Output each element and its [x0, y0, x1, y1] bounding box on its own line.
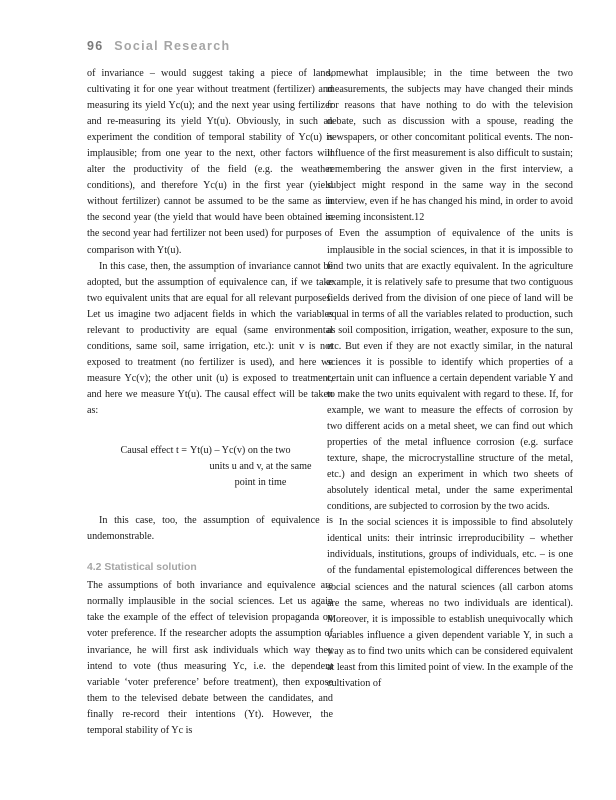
left-paragraph-4: The assumptions of both invariance and equivalence are normally implausible in the social sciences. Let us again take the example of the effect of television propaganda on voter preference. If the researcher adopts the assumption of invariance, he will first ask individuals which way they intend to vote (thus measuring Yc, i.e. the dependent variable ‘voter preference’ before treatment), then expose them to the televised debate between the candidates, and finally re-record their intentions (Yt). However, the temporal stability of Yc is	[87, 580, 333, 736]
equation-continuation-1: units u and v, at the same	[209, 461, 312, 473]
equation-expression: Yt(u) – Yc(v) on the two	[190, 445, 291, 457]
left-paragraph-2: In this case, then, the assumption of invariance cannot be adopted, but the assumption of equivalence can, if we take two equivalent units that are equal for all relevant purposes. Let us imagine two adjacent fields in which the variables relevant to productivity are equal (same environmental conditions, same soil, same irrigation, etc.): unit v is not exposed to treatment (no fertilizer is used), and here we measure Yc(v); the other unit (u) is exposed to treatment, and here we measure Yt(u). The causal effect will be taken as:	[87, 260, 333, 416]
equation-continuation-2: point in time	[234, 477, 287, 489]
running-title: Social Research	[114, 39, 231, 53]
right-paragraph-3: In the social sciences it is impossible to find absolutely identical units: their intrinsic irreproducibility – whether individuals, institutions, groups of individuals, etc. – is one of the fundamental epistemological differences between the social sciences and the natural sciences (all carbon atoms are the same, whereas no two individuals are identical). Moreover, it is impossible to establish unequivocally which variables influence a given dependent variable Y, in such a way as to find two units which can be considered equivalent at least from this limited point of view. In the example of the cultivation of	[327, 517, 573, 689]
running-header	[87, 39, 230, 53]
right-paragraph-1: somewhat implausible; in the time between the two measurements, the subjects may have changed their minds for reasons that have nothing to do with the television debate, such as discussion with a spouse, reading the newspapers, or other concomitant political events. The non-influence of the first measurement is also difficult to sustain; remembering the answer given in the first interview, a subject might respond in the same way in the second interview, even if he has changed his mind, in order to avoid seeming inconsistent.12	[327, 68, 573, 224]
left-paragraph-3: In this case, too, the assumption of equivalence is undemonstrable.	[87, 515, 333, 543]
left-paragraph-1: of invariance – would suggest taking a piece of land, cultivating it for one year without treatment (fertilizer) and measuring its yield Yc(u); and the next year using fertilizer and re-measuring its yield Yt(u). Obviously, in such an experiment the condition of temporal stability of Yc(u) is implausible; from one year to the next, other factors will alter the productivity of the field (e.g. the weather conditions), and therefore Yc(u) in the first year (yield without fertilizer) cannot be assumed to be the same as in the second year (the yield that would have been obtained in the second year had fertilizer not been used) for purposes of comparison with Yt(u).	[87, 68, 333, 256]
left-column	[87, 66, 333, 739]
right-paragraph-2: Even the assumption of equivalence of the units is implausible in the social sciences, in that it is impossible to find two units that are exactly equivalent. In the agriculture example, it is relatively safe to presume that two contiguous fields derived from the division of one piece of land will be equal in terms of all the variables related to production, such as soil composition, irrigation, weather, exposure to the sun, etc. But even if they are not exactly similar, in the natural sciences it is possible to identify which properties of a certain unit can influence a certain dependent variable Y and to make the two units equivalent with regard to these. If, for example, we want to measure the effects of corrosion by two different acids on a metal sheet, we can find out which properties of the metal influence corrosion (e.g. surface texture, shape, the microcrystalline structure of the metal, etc.) and design an experiment in which two sheets of absolutely identical metal, under the same experimental conditions, are subjected to corrosion by the two acids.	[327, 228, 573, 513]
causal-effect-equation	[87, 443, 333, 491]
section-heading: 4.2 Statistical solution	[87, 562, 197, 574]
equation-label: Causal effect t =	[120, 445, 187, 457]
page-number: 96	[87, 39, 104, 53]
right-column	[327, 66, 573, 692]
